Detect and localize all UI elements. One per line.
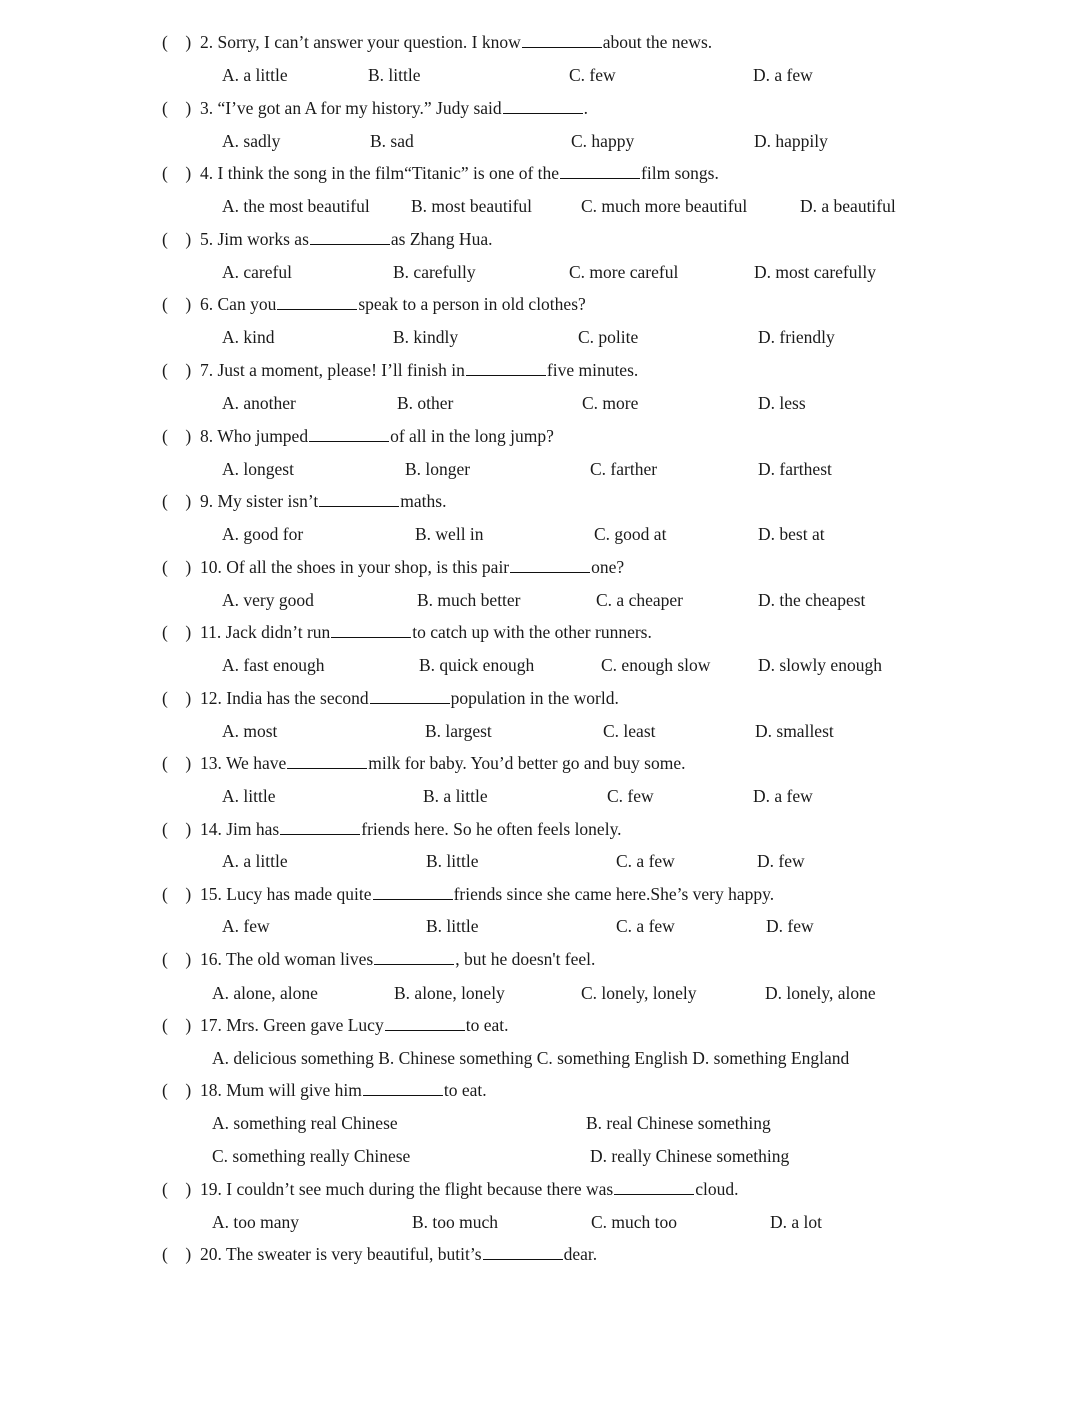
answer-blank[interactable] [503,96,583,114]
answer-bracket[interactable]: ( ) [162,491,192,511]
option-b: B. much better [417,590,521,610]
answer-bracket[interactable]: ( ) [162,753,192,773]
option-a: A. a little [222,851,288,871]
answer-bracket[interactable]: ( ) [162,32,192,52]
question-2: ( ) 2. Sorry, I can’t answer your question. I know about the news. [162,32,713,52]
answer-blank[interactable] [385,1013,465,1031]
option-b: B. carefully [393,262,476,282]
option-d: D. friendly [758,327,835,347]
option-d: D. farthest [758,459,832,479]
option-a: A. good for [222,524,304,544]
answer-blank[interactable] [310,227,390,245]
answer-bracket[interactable]: ( ) [162,819,192,839]
option-c: C. few [569,65,616,85]
question-15: ( ) 15. Lucy has made quite friends since she came here.She’s very happy. [162,884,775,904]
option-b: B. real Chinese something [586,1113,771,1133]
answer-blank[interactable] [374,947,454,965]
option-a: A. something real Chinese [212,1113,398,1133]
question-19: ( ) 19. I couldn’t see much during the flight because there was cloud. [162,1179,739,1199]
option-d: D. few [757,851,805,871]
answer-blank[interactable] [466,358,546,376]
option-a: A. very good [222,590,314,610]
answer-bracket[interactable]: ( ) [162,557,192,577]
answer-blank[interactable] [560,161,640,179]
option-d: D. few [766,916,814,936]
option-d: D. slowly enough [758,655,882,675]
option-a: A. another [222,393,296,413]
option-d: D. best at [758,524,825,544]
option-c: C. lonely, lonely [581,983,697,1003]
option-c: C. good at [594,524,667,544]
answer-bracket[interactable]: ( ) [162,1244,192,1264]
option-d: D. a few [753,786,813,806]
question-20: ( ) 20. The sweater is very beautiful, butit’s dear. [162,1244,598,1264]
option-c: C. farther [590,459,658,479]
option-d: D. less [758,393,806,413]
option-a: A. alone, alone [212,983,318,1003]
answer-bracket[interactable]: ( ) [162,229,192,249]
answer-bracket[interactable]: ( ) [162,884,192,904]
option-b: B. little [426,851,479,871]
option-c: C. more [582,393,639,413]
answer-blank[interactable] [309,424,389,442]
question-13: ( ) 13. We have milk for baby. You’d better go and buy some. [162,753,686,773]
answer-blank[interactable] [614,1177,694,1195]
question-11: ( ) 11. Jack didn’t run to catch up with the other runners. [162,622,652,642]
option-a: A. careful [222,262,292,282]
option-a: A. fast enough [222,655,325,675]
option-b: B. longer [405,459,471,479]
question-18: ( ) 18. Mum will give him to eat. [162,1080,487,1100]
question-9: ( ) 9. My sister isn’t maths. [162,491,447,511]
option-a: A. longest [222,459,294,479]
answer-blank[interactable] [319,489,399,507]
answer-blank[interactable] [287,751,367,769]
question-7: ( ) 7. Just a moment, please! I’ll finish in five minutes. [162,360,639,380]
answer-bracket[interactable]: ( ) [162,426,192,446]
answer-blank[interactable] [280,817,360,835]
option-a: A. the most beautiful [222,196,370,216]
option-c: C. a few [616,916,675,936]
option-a: A. little [222,786,276,806]
answer-bracket[interactable]: ( ) [162,360,192,380]
question-3: ( ) 3. “I’ve got an A for my history.” Judy said . [162,98,589,118]
answer-blank[interactable] [331,620,411,638]
option-b: B. largest [425,721,492,741]
option-c: C. least [603,721,656,741]
option-line: A. delicious something B. Chinese something C. something English D. something England [212,1048,850,1068]
option-c: C. happy [571,131,635,151]
answer-bracket[interactable]: ( ) [162,163,192,183]
question-6: ( ) 6. Can you speak to a person in old clothes? [162,294,586,314]
option-d: D. smallest [755,721,834,741]
option-d: D. really Chinese something [590,1146,790,1166]
option-c: C. enough slow [601,655,711,675]
option-c: C. more careful [569,262,679,282]
option-d: D. the cheapest [758,590,866,610]
option-c: C. polite [578,327,639,347]
option-a: A. a little [222,65,288,85]
option-d: D. a beautiful [800,196,896,216]
answer-blank[interactable] [370,686,450,704]
question-17: ( ) 17. Mrs. Green gave Lucy to eat. [162,1015,509,1035]
option-a: A. most [222,721,278,741]
option-b: B. well in [415,524,484,544]
option-b: B. other [397,393,454,413]
option-c: C. a few [616,851,675,871]
option-b: B. alone, lonely [394,983,505,1003]
question-10: ( ) 10. Of all the shoes in your shop, is this pair one? [162,557,625,577]
answer-blank[interactable] [483,1242,563,1260]
answer-bracket[interactable]: ( ) [162,98,192,118]
option-c: C. a cheaper [596,590,683,610]
option-b: B. too much [412,1212,499,1232]
answer-bracket[interactable]: ( ) [162,688,192,708]
question-5: ( ) 5. Jim works as as Zhang Hua. [162,229,493,249]
option-c: C. much more beautiful [581,196,748,216]
option-d: D. happily [754,131,828,151]
option-d: D. a lot [770,1212,823,1232]
answer-blank[interactable] [363,1078,443,1096]
option-a: A. too many [212,1212,300,1232]
question-12: ( ) 12. India has the second population in the world. [162,688,619,708]
option-b: B. little [368,65,421,85]
option-b: B. sad [370,131,414,151]
answer-bracket[interactable]: ( ) [162,1080,192,1100]
answer-bracket[interactable]: ( ) [162,294,192,314]
option-a: A. few [222,916,270,936]
option-a: A. kind [222,327,275,347]
option-c: C. much too [591,1212,678,1232]
option-d: D. a few [753,65,813,85]
question-16: ( ) 16. The old woman lives , but he doesn't feel. [162,949,596,969]
option-a: A. sadly [222,131,281,151]
option-b: B. kindly [393,327,459,347]
question-4: ( ) 4. I think the song in the film“Titanic” is one of the film songs. [162,163,719,183]
option-b: B. most beautiful [411,196,533,216]
option-c: C. something really Chinese [212,1146,411,1166]
answer-blank[interactable] [510,555,590,573]
answer-bracket[interactable]: ( ) [162,949,192,969]
question-8: ( ) 8. Who jumped of all in the long jump? [162,426,554,446]
answer-blank[interactable] [522,30,602,48]
option-d: D. lonely, alone [765,983,876,1003]
option-b: B. a little [423,786,488,806]
answer-bracket[interactable]: ( ) [162,1015,192,1035]
question-14: ( ) 14. Jim has friends here. So he often feels lonely. [162,819,622,839]
answer-bracket[interactable]: ( ) [162,1179,192,1199]
option-c: C. few [607,786,654,806]
option-b: B. quick enough [419,655,535,675]
option-d: D. most carefully [754,262,876,282]
option-b: B. little [426,916,479,936]
answer-blank[interactable] [277,292,357,310]
answer-bracket[interactable]: ( ) [162,622,192,642]
answer-blank[interactable] [373,882,453,900]
